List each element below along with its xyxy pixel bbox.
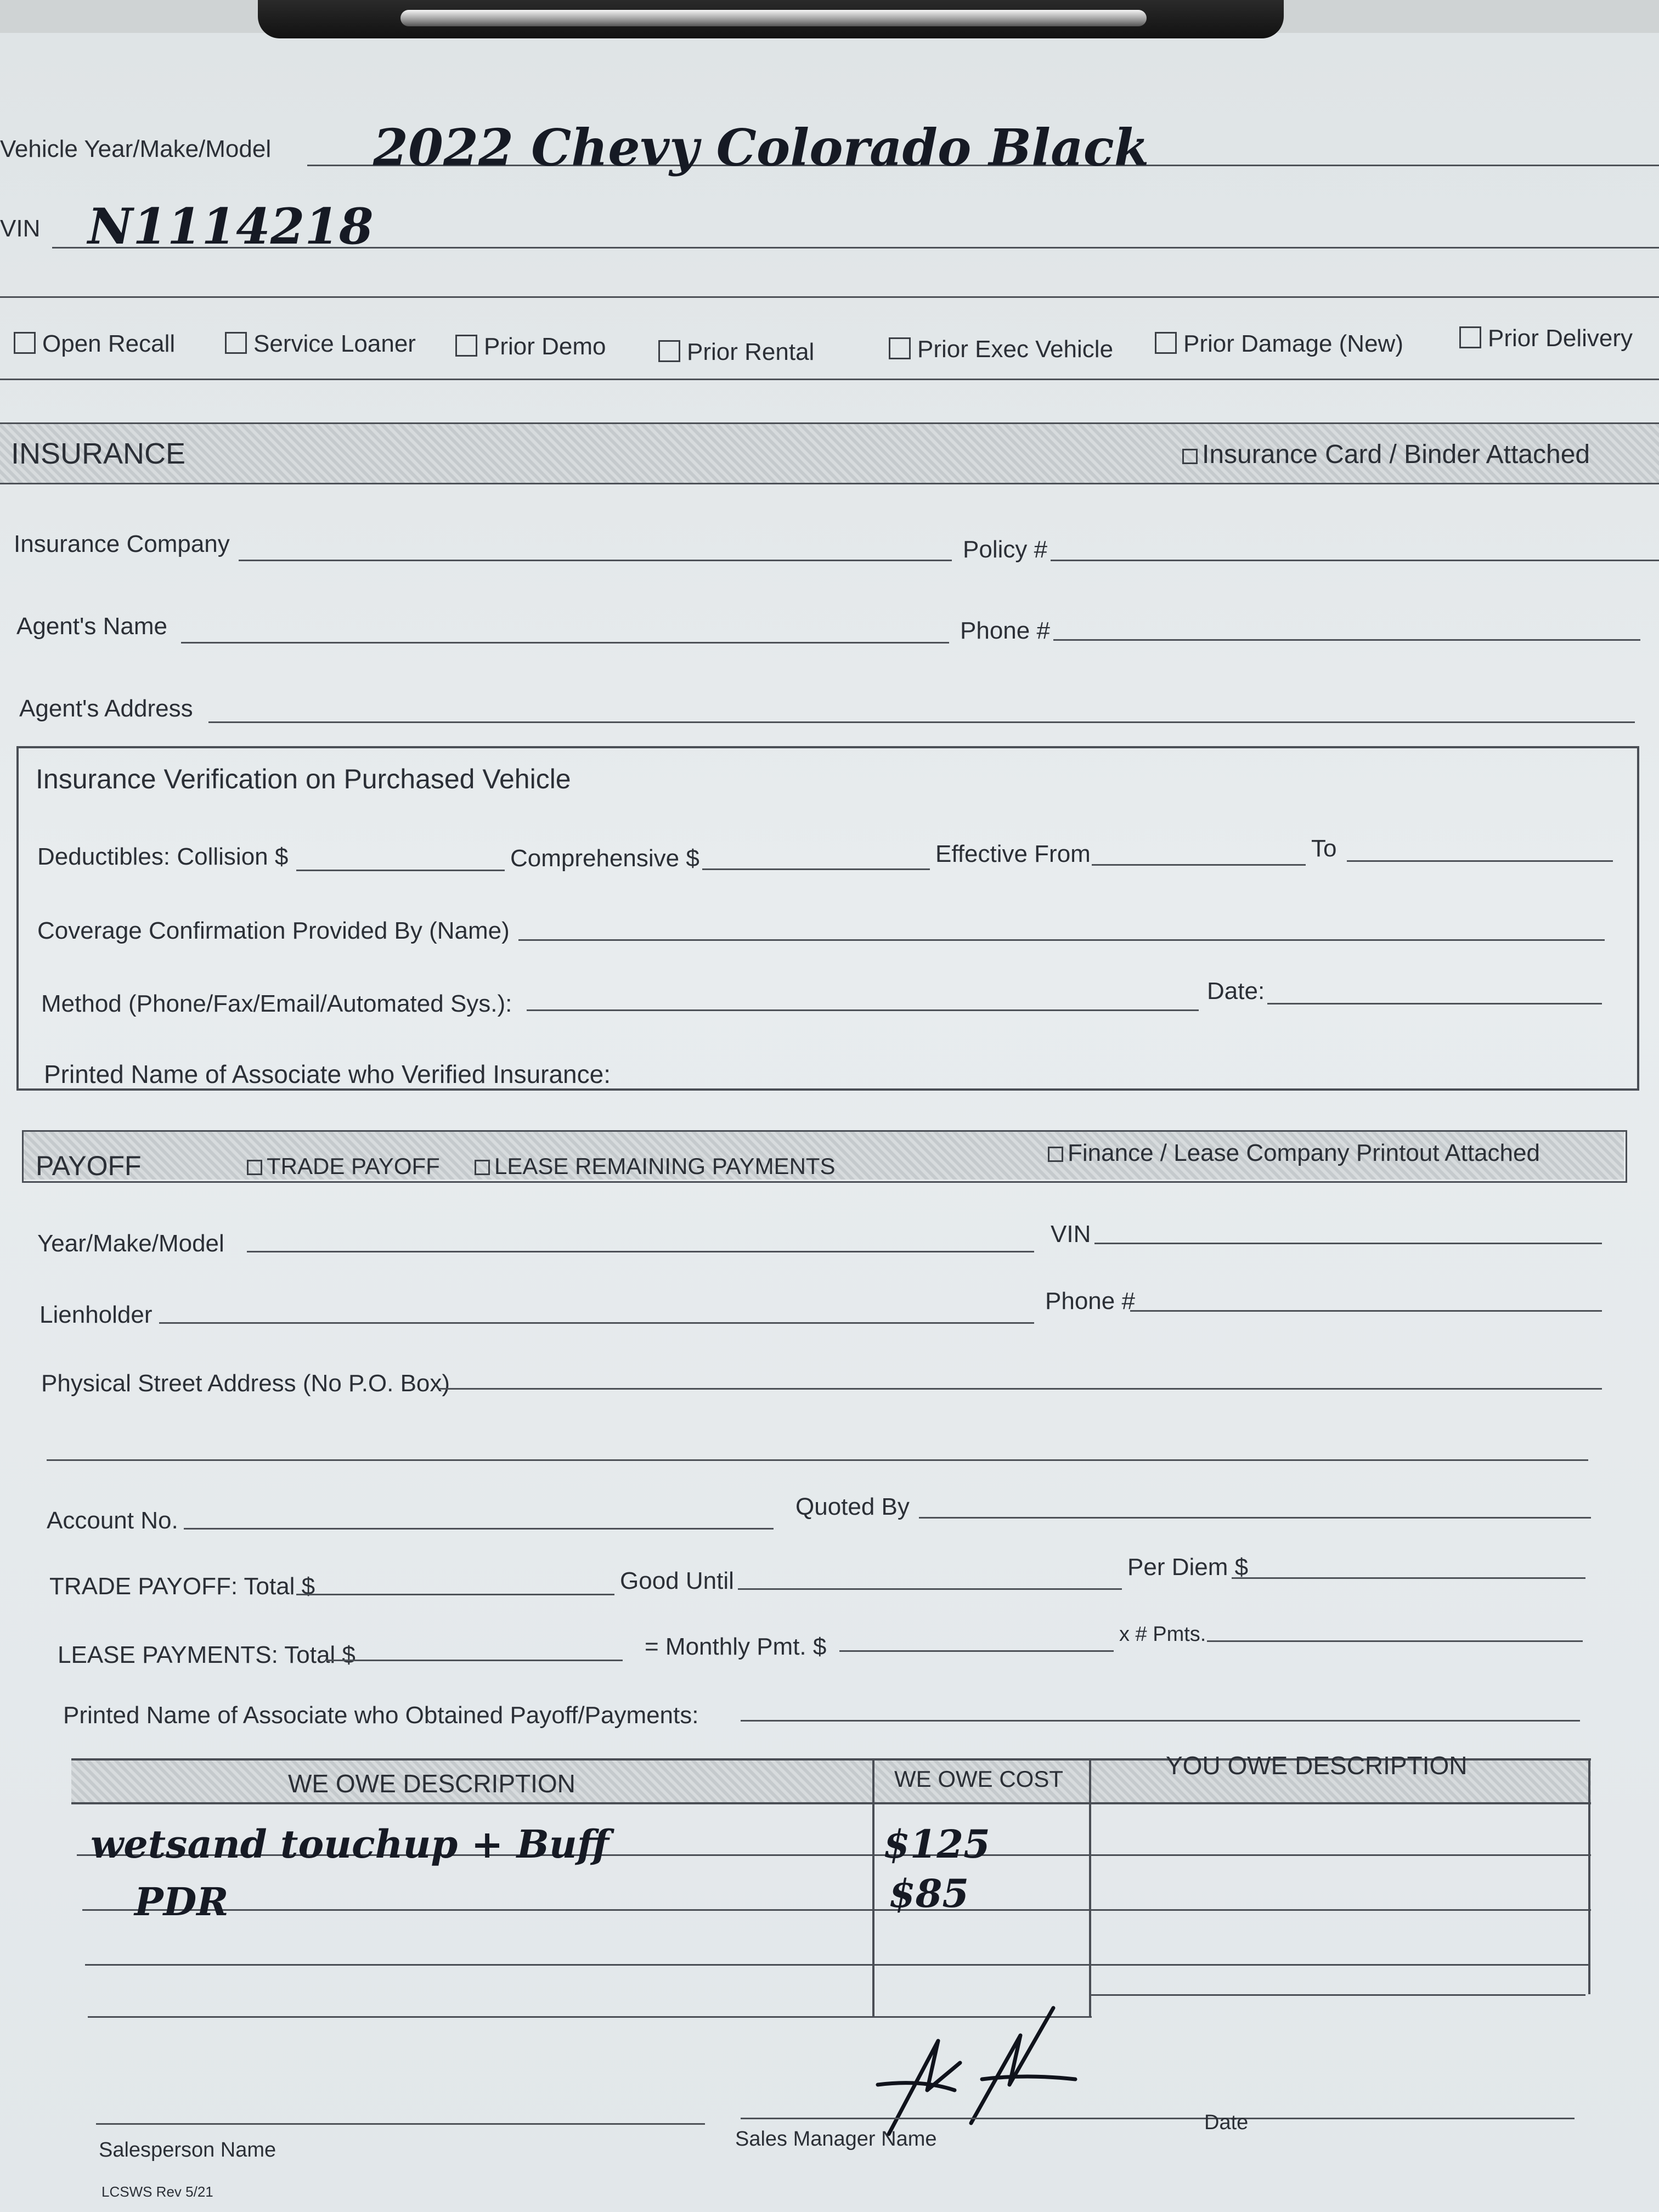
table-col-divider <box>872 1758 874 2016</box>
checkbox-square-icon <box>889 337 911 359</box>
checkbox-open-recall[interactable]: Open Recall <box>14 332 175 356</box>
we-owe-desc-1: wetsand touchup + Buff <box>91 1821 609 1867</box>
payoff-vin-line <box>1094 1243 1602 1244</box>
vin-value: N1114218 <box>88 198 374 256</box>
checkbox-square-icon <box>455 335 477 357</box>
table-col-divider <box>1588 1758 1590 1994</box>
agent-name-line <box>181 642 949 644</box>
rule <box>0 483 1659 484</box>
coverage-label: Coverage Confirmation Provided By (Name) <box>37 917 510 944</box>
policy-label: Policy # <box>963 536 1048 563</box>
lienholder-line <box>159 1322 1034 1324</box>
good-until-line <box>738 1588 1122 1590</box>
insurance-heading: INSURANCE <box>11 437 186 470</box>
verification-date-line <box>1267 1003 1602 1005</box>
checkbox-prior-delivery[interactable]: Prior Delivery <box>1459 326 1633 351</box>
revision-label: LCSWS Rev 5/21 <box>101 2183 213 2200</box>
insurance-card-checkbox[interactable]: Insurance Card / Binder Attached <box>1182 442 1590 468</box>
collision-line <box>296 870 505 871</box>
checkbox-prior-exec-vehicle[interactable]: Prior Exec Vehicle <box>889 337 1113 362</box>
agent-name-label: Agent's Name <box>16 613 167 640</box>
street-address-line <box>439 1388 1602 1390</box>
checkbox-square-icon <box>1459 326 1481 348</box>
form-paper <box>0 33 1659 2212</box>
num-pmts-label: x # Pmts. <box>1119 1623 1206 1646</box>
vehicle-label: Vehicle Year/Make/Model <box>0 136 272 162</box>
monthly-pmt-label: = Monthly Pmt. $ <box>645 1633 827 1660</box>
we-owe-cost-1: $125 <box>883 1821 990 1867</box>
policy-line <box>1051 560 1659 561</box>
checkbox-square-icon <box>225 332 247 354</box>
monthly-pmt-line <box>839 1650 1114 1652</box>
we-owe-cost-header: WE OWE COST <box>894 1766 1063 1792</box>
insurance-company-label: Insurance Company <box>14 531 230 557</box>
checkbox-square-icon <box>658 340 680 362</box>
to-line <box>1347 860 1613 862</box>
trade-payoff-checkbox[interactable]: TRADE PAYOFF <box>247 1155 440 1178</box>
obtained-by-label: Printed Name of Associate who Obtained Payoff/Payments: <box>63 1702 699 1729</box>
account-no-line <box>184 1528 774 1530</box>
method-line <box>527 1009 1199 1011</box>
insurance-phone-line <box>1053 639 1640 641</box>
table-col-divider <box>1089 1758 1091 2016</box>
payoff-vin-label: VIN <box>1051 1221 1091 1248</box>
vin-label: VIN <box>0 215 41 242</box>
verified-by-label: Printed Name of Associate who Verified Insurance: <box>44 1060 611 1088</box>
trade-total-line <box>296 1594 614 1595</box>
trade-total-label: TRADE PAYOFF: Total $ <box>49 1573 315 1600</box>
rule <box>0 422 1659 424</box>
checkbox-square-icon <box>1048 1147 1063 1162</box>
account-no-label: Account No. <box>47 1507 178 1534</box>
obtained-by-line <box>741 1720 1580 1722</box>
rule <box>0 296 1659 298</box>
payoff-phone-line <box>1130 1310 1602 1312</box>
salesperson-line <box>96 2123 705 2125</box>
payoff-phone-label: Phone # <box>1045 1288 1135 1314</box>
checkbox-prior-rental[interactable]: Prior Rental <box>658 340 814 364</box>
salesperson-label: Salesperson Name <box>99 2138 276 2162</box>
effective-from-line <box>1092 864 1306 866</box>
checkbox-prior-demo[interactable]: Prior Demo <box>455 335 606 359</box>
street-address-label: Physical Street Address (No P.O. Box) <box>41 1370 450 1397</box>
manager-line <box>741 2118 1575 2119</box>
method-label: Method (Phone/Fax/Email/Automated Sys.): <box>41 990 512 1017</box>
checkbox-prior-damage[interactable]: Prior Damage (New) <box>1155 332 1403 356</box>
per-diem-label: Per Diem $ <box>1127 1554 1249 1581</box>
table-rule <box>71 1802 1591 1804</box>
per-diem-line <box>1232 1577 1585 1579</box>
sales-manager-label: Sales Manager Name <box>735 2128 937 2151</box>
checkbox-square-icon <box>14 332 36 354</box>
lease-total-label: LEASE PAYMENTS: Total $ <box>58 1641 356 1668</box>
vehicle-value: 2022 Chevy Colorado Black <box>373 118 1149 177</box>
table-rule <box>82 1909 1591 1911</box>
deductibles-label: Deductibles: Collision $ <box>37 843 289 870</box>
effective-from-label: Effective From <box>935 840 1091 867</box>
verification-date-label: Date: <box>1207 978 1265 1005</box>
agent-address-label: Agent's Address <box>19 695 193 722</box>
we-owe-cost-2: $85 <box>889 1871 969 1916</box>
coverage-line <box>518 939 1605 941</box>
payoff-heading: PAYOFF <box>36 1150 142 1181</box>
street-address-line-2 <box>47 1459 1588 1461</box>
we-owe-desc-2: PDR <box>134 1879 229 1925</box>
insurance-company-line <box>239 560 952 561</box>
quoted-by-label: Quoted By <box>795 1493 910 1520</box>
quoted-by-line <box>919 1517 1591 1519</box>
good-until-label: Good Until <box>620 1567 734 1594</box>
rule <box>0 379 1659 380</box>
agent-address-line <box>208 721 1635 723</box>
insurance-phone-label: Phone # <box>960 617 1050 644</box>
clipboard-wire <box>400 10 1147 26</box>
checkbox-square-icon <box>247 1160 262 1175</box>
you-owe-description-header: YOU OWE DESCRIPTION <box>1166 1751 1468 1780</box>
table-rule <box>1089 1994 1585 1996</box>
printout-attached-checkbox[interactable]: Finance / Lease Company Printout Attached <box>1048 1141 1540 1165</box>
num-pmts-line <box>1207 1640 1583 1642</box>
we-owe-description-header: WE OWE DESCRIPTION <box>288 1769 575 1798</box>
comprehensive-line <box>702 868 930 870</box>
checkbox-square-icon <box>1182 449 1198 464</box>
comprehensive-label: Comprehensive $ <box>510 845 699 872</box>
lease-remaining-checkbox[interactable]: LEASE REMAINING PAYMENTS <box>475 1155 836 1178</box>
payoff-ymm-label: Year/Make/Model <box>37 1230 224 1257</box>
checkbox-service-loaner[interactable]: Service Loaner <box>225 332 416 356</box>
payoff-ymm-line <box>247 1251 1034 1252</box>
footer-date-label: Date <box>1204 2111 1249 2134</box>
lease-total-line <box>326 1660 623 1661</box>
table-rule <box>85 1964 1588 1966</box>
verification-title: Insurance Verification on Purchased Vehicle <box>36 764 571 794</box>
checkbox-square-icon <box>1155 332 1177 354</box>
checkbox-square-icon <box>475 1160 490 1175</box>
to-label: To <box>1311 835 1337 862</box>
lienholder-label: Lienholder <box>40 1301 153 1328</box>
